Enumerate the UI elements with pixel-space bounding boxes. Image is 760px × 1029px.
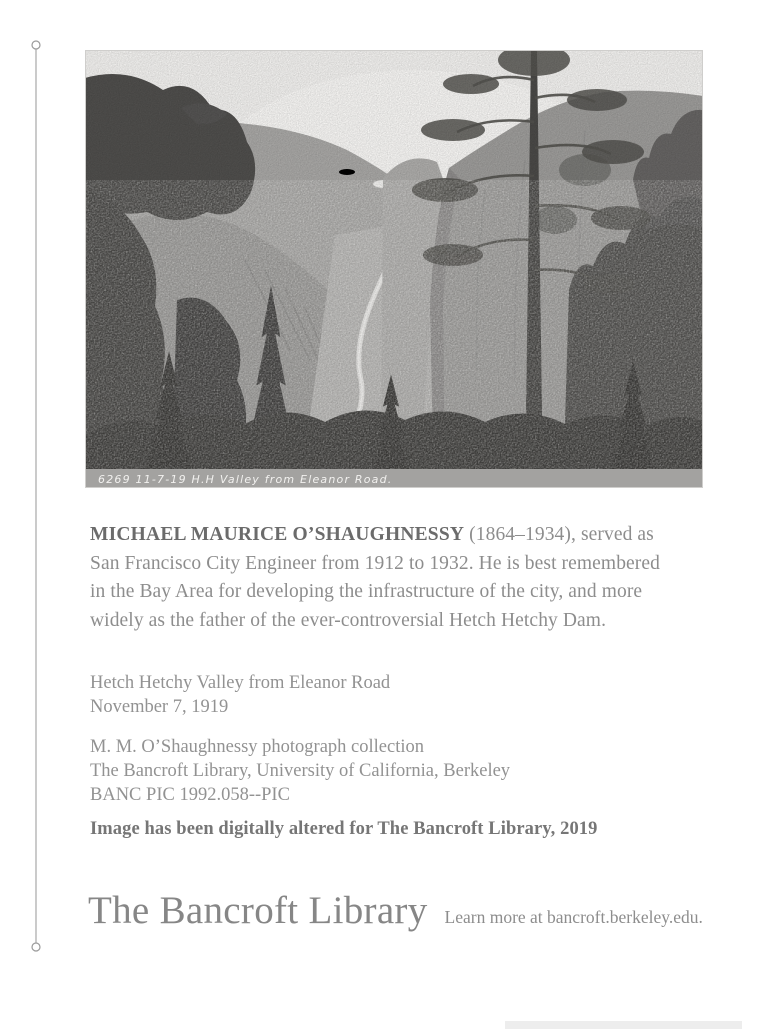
photo-title: Hetch Hetchy Valley from Eleanor Road — [90, 673, 391, 693]
footer — [88, 888, 703, 933]
bio-line-1-rest: (1864–1934), served as — [464, 524, 654, 545]
bio-line-4: widely as the father of the ever-controversial Hetch Hetchy Dam. — [90, 609, 607, 631]
credit-call-number: BANC PIC 1992.058--PIC — [90, 785, 290, 805]
credit-institution: The Bancroft Library, University of California, Berkeley — [90, 761, 511, 781]
registration-circle-bottom — [32, 943, 40, 951]
altered-image-notice: Image has been digitally altered for The Bancroft Library, 2019 — [90, 819, 598, 839]
registration-circle-top — [32, 41, 40, 49]
credit-block — [90, 735, 510, 807]
photo-artwork — [85, 50, 703, 488]
credit-collection: M. M. O’Shaughnessy photograph collection — [90, 737, 424, 757]
scan-artifact-bar — [505, 1021, 742, 1029]
registration-mark — [28, 37, 44, 957]
photo-caption-block — [90, 671, 390, 719]
bancroft-library-wordmark: The Bancroft Library — [88, 889, 428, 932]
photo-date: November 7, 1919 — [90, 697, 229, 717]
footer-tagline: Learn more at bancroft.berkeley.edu. — [444, 907, 703, 927]
bio-line-3: in the Bay Area for developing the infrastructure of the city, and more — [90, 581, 643, 603]
photo-handwritten-caption: 6269 11-7-19 H.H Valley from Eleanor Road. — [98, 473, 393, 486]
subject-name: MICHAEL MAURICE O’SHAUGHNESSY — [90, 524, 465, 545]
bio-line-1 — [90, 521, 710, 550]
bio-line-2: San Francisco City Engineer from 1912 to 1932. He is best remembered — [90, 552, 661, 574]
hetch-hetchy-photograph — [85, 50, 703, 488]
biography-paragraph — [90, 521, 710, 635]
